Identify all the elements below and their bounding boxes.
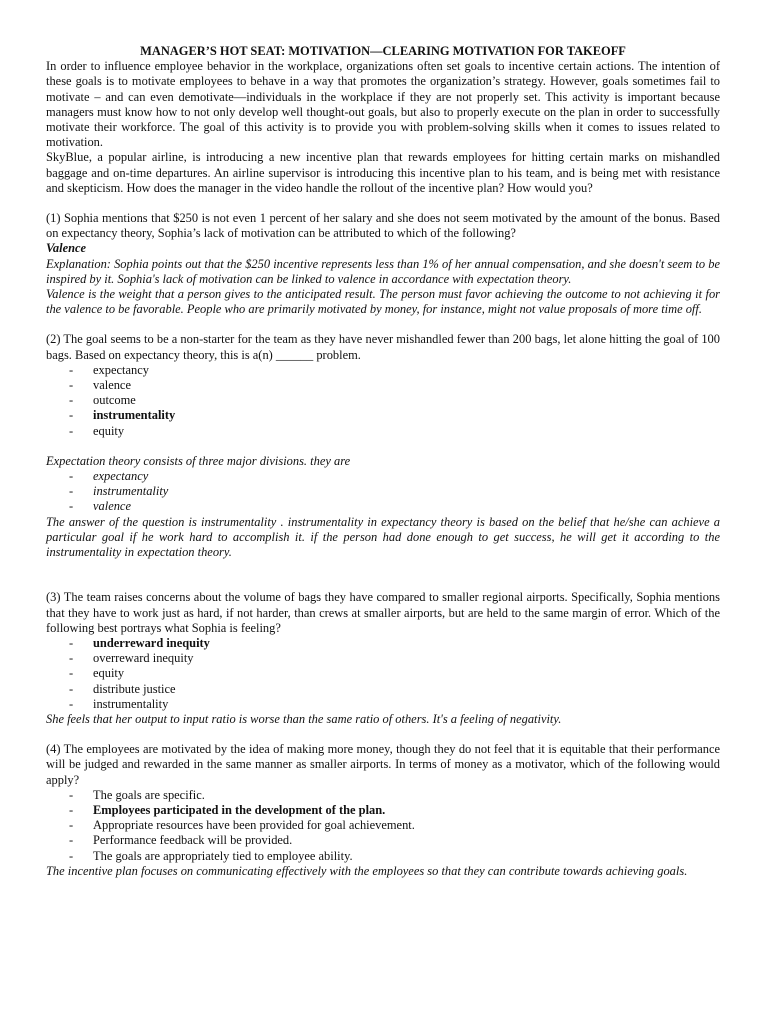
option-item-correct: - Employees participated in the development of the plan. — [69, 802, 386, 817]
option-item: - distribute justice — [69, 681, 176, 696]
option-item: - valence — [69, 378, 131, 393]
division-item: - expectancy — [69, 469, 149, 484]
option-item: - outcome — [69, 393, 136, 408]
option-item: - The goals are appropriately tied to employee ability. — [69, 848, 353, 863]
question-2-explanation: The answer of the question is instrumentality . instrumentality in expectancy theory is based on the belief that he/she can achieve a particular goal if he work hard to accomplish it. if the person had done enough to get success, he will get it according to the instrumentality in expectation theory. — [46, 514, 720, 560]
question-2: (2) The goal seems to be a non-starter for the team as they have never mishandled fewer than 200 bags, let alone hitting the goal of 100 bags. Based on expectancy theory, this is a(n) ______ problem. — [46, 332, 720, 362]
question-1-answer: Valence — [46, 241, 87, 256]
option-item-correct: - underreward inequity — [69, 635, 210, 650]
option-item: - overreward inequity — [69, 651, 194, 666]
option-item: - Performance feedback will be provided. — [69, 833, 293, 848]
question-3-options — [46, 636, 720, 712]
question-2-divisions — [46, 469, 720, 515]
question-3: (3) The team raises concerns about the volume of bags they have compared to smaller regional airports. Specifically, Sophia mentions that they have to work just as hard, if not harder, than crews at smaller airports, but are held to the same margin of error. Which of the following best portrays what Sophia is feeling? — [46, 590, 720, 635]
option-item: - instrumentality — [69, 696, 169, 711]
question-4-options — [46, 788, 720, 864]
option-item: - equity — [69, 666, 125, 681]
question-1-explanation: Explanation: Sophia points out that the $250 incentive represents less than 1% of her annual compensation, and she doesn't seem to be inspired by it. Sophia's lack of motivation can be linked to valence in accordance with expectation theory. — [46, 256, 720, 286]
option-item: - Appropriate resources have been provided for goal achievement. — [69, 818, 415, 833]
option-item: - expectancy — [69, 362, 149, 377]
question-4: (4) The employees are motivated by the idea of making more money, though they do not feel that it is equitable that their performance will be judged and rewarded in the same manner as smaller airports. In terms of money as a motivator, which of the following would apply? — [46, 742, 720, 787]
document-page — [46, 44, 720, 879]
option-item: - equity — [69, 423, 125, 438]
question-1-note: Valence is the weight that a person gives to the anticipated result. The person must favor achieving the outcome to not achieving it for the valence to be favorable. People who are primarily motivated by money, for instance, might not value proposals of more time off. — [46, 287, 720, 317]
document-title: MANAGER’S HOT SEAT: MOTIVATION—CLEARING MOTIVATION FOR TAKEOFF — [140, 44, 626, 58]
question-4-explanation: The incentive plan focuses on communicating effectively with the employees so that they can contribute towards achieving goals. — [46, 863, 688, 878]
question-1: (1) Sophia mentions that $250 is not even 1 percent of her salary and she does not seem motivated by the amount of the bonus. Based on expectancy theory, Sophia’s lack of motivation can be attributed to which of the following? — [46, 211, 720, 241]
option-item: - The goals are specific. — [69, 787, 205, 802]
division-item: - valence — [69, 499, 131, 514]
question-2-theory-intro: Expectation theory consists of three major divisions. they are — [46, 453, 351, 468]
question-2-options — [46, 363, 720, 439]
intro-paragraph-1: In order to influence employee behavior in the workplace, organizations often set goals to incentive certain actions. The intention of these goals is to motivate employees to behave in a way that promotes the organization’s strategy. However, goals sometimes fail to motivate – and can even demotivate—individuals in the workplace if they are not properly set. This activity is important because managers must know how to not only develop well thought-out goals, but also to properly execute on the plan in order to successfully motivate their workforce. The goal of this activity is to provide you with problem-solving skills when it comes to issues related to motivation. — [46, 59, 720, 150]
option-item-correct: - instrumentality — [69, 408, 176, 423]
intro-paragraph-2: SkyBlue, a popular airline, is introducing a new incentive plan that rewards employees for hitting certain marks on mishandled baggage and on-time departures. An airline supervisor is introducing this incentive plan to his team, and is being met with resistance and skepticism. How does the manager in the video handle the rollout of the incentive plan? How would you? — [46, 150, 720, 195]
division-item: - instrumentality — [69, 484, 169, 499]
question-3-explanation: She feels that her output to input ratio is worse than the same ratio of others. It's a feeling of negativity. — [46, 711, 562, 726]
